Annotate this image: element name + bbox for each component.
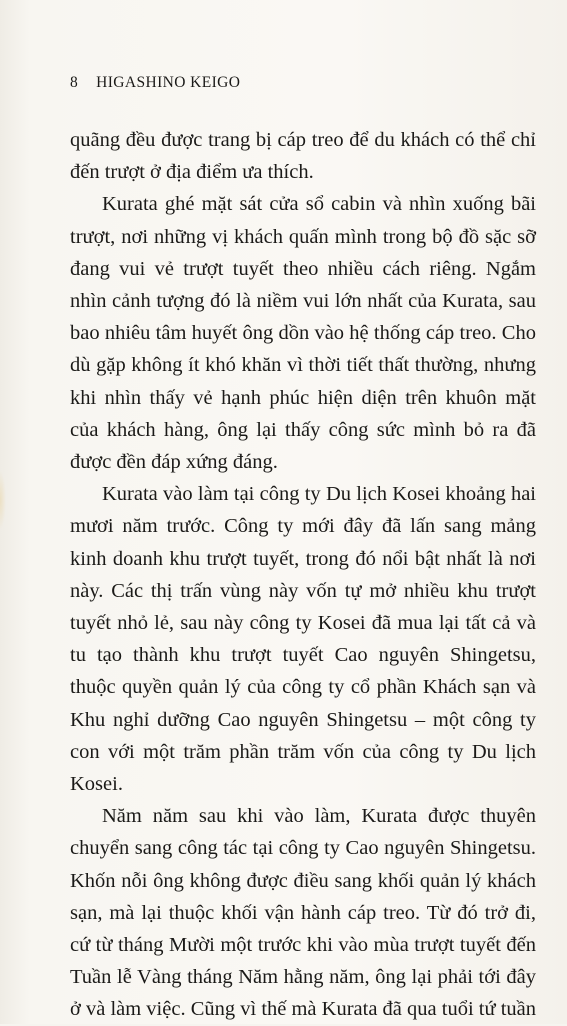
paragraph-1: quãng đều được trang bị cáp treo để du khách có thể chỉ đến trượt ở địa điểm ưa thích.: [70, 129, 536, 184]
paragraph-4: Năm năm sau khi vào làm, Kurata được thuyên chuyển sang công tác tại công ty Cao nguyên Shingetsu. Khốn nỗi ông không được điều sang khối quản lý khách sạn, mà lại thuộc khối vận hành cáp treo. Từ đó trở đi, cứ từ tháng Mười một trước khi vào mùa trượt tuyết đến Tuần lễ Vàng tháng Năm hằng năm, ông lại phải tới đây ở và làm việc. Cũng vì thế mà Kurata đã qua tuổi tứ tuần: [70, 805, 536, 1021]
paragraph-3: Kurata vào làm tại công ty Du lịch Kosei khoảng hai mươi năm trước. Công ty mới đây đã lấn sang mảng kinh doanh khu trượt tuyết, trong đó nổi bật nhất là nơi này. Các thị trấn vùng này vốn tự mở nhiều khu trượt tuyết nhỏ lẻ, sau này công ty Kosei đã mua lại tất cả và tu tạo thành khu trượt tuyết Cao nguyên Shingetsu, thuộc quyền quản lý của công ty cổ phần Khách sạn và Khu nghỉ dưỡng Cao nguyên Shingetsu – một công ty con với một trăm phần trăm vốn của công ty Du lịch Kosei.: [70, 483, 536, 796]
running-header: [70, 74, 240, 92]
running-header-author: HIGASHINO KEIGO: [96, 74, 241, 91]
page-edge-stain: [0, 470, 6, 530]
page-number: 8: [70, 74, 79, 91]
body-text: [70, 124, 536, 1026]
paragraph-2: Kurata ghé mặt sát cửa sổ cabin và nhìn xuống bãi trượt, nơi những vị khách quấn mình trong bộ đồ sặc sỡ đang vui vẻ trượt tuyết theo nhiều cách riêng. Ngắm nhìn cảnh tượng đó là niềm vui lớn nhất của Kurata, sau bao nhiêu tâm huyết ông dồn vào hệ thống cáp treo. Cho dù gặp không ít khó khăn vì thời tiết thất thường, nhưng khi nhìn thấy vẻ hạnh phúc hiện diện trên khuôn mặt của khách hàng, ông lại thấy công sức mình bỏ ra đã được đền đáp xứng đáng.: [70, 193, 536, 474]
